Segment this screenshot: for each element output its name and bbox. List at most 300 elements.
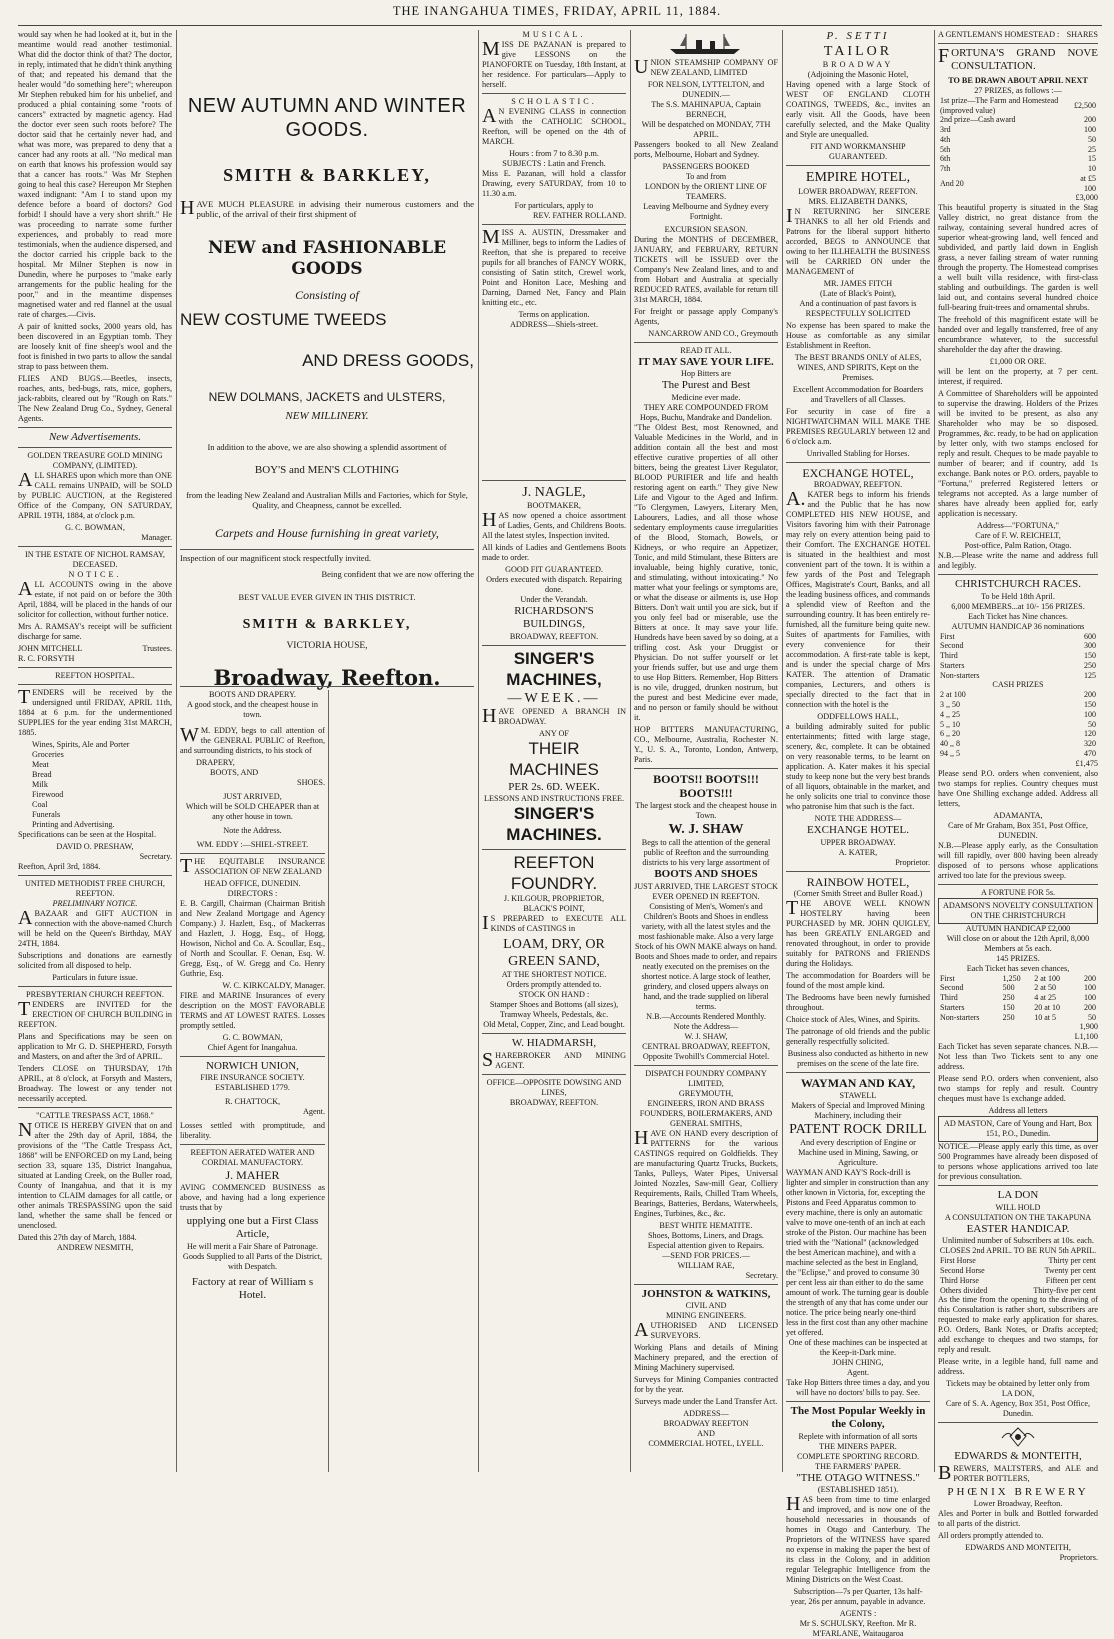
orders: Orders promptly attended to. — [506, 980, 602, 990]
table-cell: 10 at 5 — [1034, 1012, 1056, 1022]
prize-total: £3,000 — [1075, 193, 1098, 203]
singer-lessons: LESSONS AND INSTRUCTIONS FREE. — [483, 794, 625, 804]
shaw-list: Consisting of Men's, Women's and Children's Boots and Shoes in endless variety, with all the latest styles and the most fashionable make. Also a very large Stock of his OWN MAKE always on hand. Boots and Shoes made to order, and repairs neatly executed on the premises on the shortest notice. A large stock of leather, grindery, and closed uppers always on hand, and the trade supplied on liberal terms. — [634, 901, 777, 1011]
millinery: NEW MILLINERY. — [285, 410, 369, 423]
aerated-supply: upplying one but a First Class Article, — [186, 1215, 319, 1241]
table-cell: Twenty per cent — [1044, 1266, 1096, 1276]
send-orders: Please send P.O. orders when convenient, also two stamps for replies. Country cheques must have One Shilling exchange added. Address all letters, — [938, 768, 1098, 808]
replete: Replete with information of all sorts — [798, 1431, 918, 1441]
fortuna-post: Post-office, Palm Ration, Otago. — [964, 541, 1072, 551]
column-rule — [630, 30, 631, 1472]
ching: JOHN CHING, — [832, 1357, 884, 1367]
table-cell: Thirty-five per cent — [1033, 1285, 1096, 1295]
wk-inspected: One of these machines can be inspected at the Keep-it-Dark mine. — [788, 1337, 928, 1357]
table-cell: Starters — [940, 1002, 965, 1012]
oddfellows: ODDFELLOWS HALL, — [817, 712, 899, 722]
table-cell: 250 — [1002, 1012, 1015, 1022]
apply-early: N.B.—Please apply early, as the Consultation will fill rapidly, over 800 having been already disposed of to persons whose applications arrived too late for the previous sweep. — [938, 840, 1098, 880]
prizes-heading: 27 PRIZES, as follows :— — [974, 85, 1062, 95]
golden-sign: G. C. BOWMAN, — [65, 523, 125, 533]
table-cell: First Horse — [940, 1256, 976, 1266]
singer-week: —WEEK.— — [507, 691, 601, 707]
easter: EASTER HANDICAP. — [966, 1222, 1070, 1235]
singer-any: ANY OF — [539, 729, 569, 739]
addition: In addition to the above, we are also showing a splendid assortment of — [207, 441, 447, 452]
column-5 — [786, 30, 930, 1639]
autumn-table — [938, 632, 1098, 681]
shaw-nb: N.B.—Accounts Rendered Monthly. — [646, 1011, 766, 1021]
jw-comm: COMMERCIAL HOTEL, LYELL. — [648, 1438, 764, 1448]
supplies-list — [18, 740, 172, 830]
ladon-sign: LA DON, — [1001, 1389, 1035, 1399]
arrived: JUST ARRIVED, — [223, 792, 282, 801]
singer-title: SINGER'S MACHINES, — [506, 648, 602, 689]
table-cell: 470 — [1084, 748, 1096, 758]
established: (ESTABLISHED 1851). — [817, 1485, 899, 1495]
danks: MRS. ELIZABETH DANKS, — [808, 196, 908, 206]
fitch: MR. JAMES FITCH — [823, 278, 893, 288]
hospital-spec: Specifications can be seen at the Hospital. — [18, 830, 157, 840]
boots-sub: The largest stock and the cheapest house in Town. — [635, 801, 777, 821]
table-cell: 150 — [1084, 651, 1096, 661]
table-cell: 600 — [1084, 631, 1096, 641]
rae: WILLIAM RAE, — [677, 1260, 735, 1270]
methodist-subs: Subscriptions and donations are earnestly solicited from all disposed to help. — [18, 951, 172, 971]
note-address: NOTE THE ADDRESS— — [814, 814, 902, 824]
table-row — [938, 983, 1098, 993]
table-cell: Second — [940, 983, 964, 993]
kilgour: J. KILGOUR, PROPRIETOR, — [503, 894, 605, 904]
table-cell: Second — [940, 641, 964, 651]
column-1 — [18, 30, 172, 1472]
each-2: Each Ticket has seven chances, — [966, 963, 1070, 973]
freehold: The freehold of this magnificent estate will be handed over and legally transferred, free of any encumbrance whatever, to the successful shareholder the day after the drawing. — [938, 315, 1098, 355]
ales: Ales and Porter in bulk and Bottled forwarded to all parts of the district. — [938, 1509, 1098, 1529]
table-row — [938, 1256, 1098, 1266]
agents: AGENTS : — [839, 1609, 877, 1619]
trustee-name: JOHN MITCHELL — [18, 644, 83, 654]
ore: £1,000 OR ORE. — [989, 357, 1047, 367]
hours: Hours : from 7 to 8.30 p.m. — [509, 149, 599, 158]
column-2-top — [180, 30, 474, 690]
please-send: Please send P.O. orders when convenient, also two stamps for reply and result. Country cheques must have 1s exchange added. — [938, 1074, 1098, 1104]
table-cell: 20 at 10 — [1034, 1002, 1060, 1012]
table-row — [938, 115, 1098, 125]
popular-title: The Most Popular Weekly in the Colony, — [790, 1404, 926, 1431]
patent: PATENT ROCK DRILL — [789, 1121, 927, 1137]
table-row — [938, 154, 1098, 164]
firm-name: SMITH & BARKLEY, — [223, 164, 431, 185]
table-row — [938, 720, 1098, 730]
blacks-point: BLACK'S POINT, — [523, 904, 585, 914]
ship-name: The S.S. MAHINAPUA, Captain BERNECH, — [651, 100, 761, 119]
leaving: Leaving Melbourne and Sydney every Fortnight. — [643, 202, 769, 221]
table-cell: 250 — [1002, 993, 1015, 1003]
empire-lower: LOWER BROADWAY, REEFTON. — [798, 186, 918, 196]
table-cell: 150 — [1002, 1002, 1015, 1012]
jw-address: ADDRESS— — [683, 1408, 729, 1418]
best-value: BEST VALUE EVER GIVEN IN THIS DISTRICT. — [238, 591, 416, 602]
fortune-for: A FORTUNE FOR 5s. — [980, 887, 1056, 897]
nagle-kinds: All kinds of Ladies and Gentlemens Boots made to order. — [482, 543, 626, 563]
wk-makers: Makers of Special and Improved Mining Machinery, including their — [791, 1100, 925, 1120]
equitable-title: THE EQUITABLE INSURANCE ASSOCIATION OF NEW ZEALAND — [180, 855, 325, 877]
supply-item: Funerals — [32, 810, 61, 820]
adamanta: ADAMANTA, — [993, 810, 1043, 820]
excursion-body: During the MONTHS of DECEMBER, JANUARY, and FEBRUARY, RETURN TICKETS will be ISSUED over the Company's New Zealand lines, and to and from Hobart and Australia at specially REDUCED RATES, available for return till 31st MARCH, 1884. — [634, 235, 778, 304]
supply-item: Firewood — [32, 790, 64, 800]
table-row — [938, 96, 1098, 116]
danks-body: IN RETURNING her SINCERE THANKS to all her old Friends and Patrons for the liberal support hitherto accorded, BEGS to ANNOUNCE that owing to her ILLHEALTH the BUSINESS will be CARRIED ON under the MANAGEMENT of — [786, 204, 930, 276]
metal: Old Metal, Copper, Zinc, and Lead bought. — [483, 1020, 625, 1030]
setti-name: P. SETTI — [826, 30, 890, 42]
estate-receipt: Mrs A. RAMSAY's receipt will be sufficient discharge for same. — [18, 622, 172, 642]
norwich-role: Agent. — [302, 1107, 325, 1117]
estate-body: ALL ACCOUNTS owing in the above estate, if not paid on or before the 30th April, 1884, will be placed in the hands of our solicitor for collection, without further notice. — [18, 578, 172, 620]
jw-mining: MINING ENGINEERS. — [665, 1310, 747, 1320]
compounded: THEY ARE COMPOUNDED FROM Hops, Buchu, Mandrake and Dandelion. — [639, 402, 773, 422]
steamship-icon — [666, 32, 746, 56]
hiadmarsh: W. HIADMARSH, — [511, 1037, 597, 1050]
methodist-title: UNITED METHODIST FREE CHURCH, REEFTON. — [25, 879, 165, 899]
table-row — [938, 671, 1098, 681]
presby-body: TENDERS are INVITED for the ERECTION OF CHURCH BUILDING in REEFTON. — [18, 998, 172, 1030]
sporting: COMPLETE SPORTING RECORD. — [796, 1451, 920, 1461]
table-cell: 1,250 — [1002, 973, 1021, 983]
table-cell: 15 — [1088, 154, 1096, 164]
table-cell: at £5 100 — [1080, 173, 1096, 193]
table-cell: 3 ,, 50 — [940, 700, 960, 710]
jw-plans: Working Plans and details of Mining Machinery prepared, and the erection of Mining Machinery supervised. — [634, 1342, 778, 1372]
table-cell: 200 — [1084, 1002, 1096, 1012]
inspection: Inspection of our magnificent stock respectfully invited. — [180, 552, 371, 563]
table-row — [938, 174, 1098, 194]
kater-sign: A. KATER, — [838, 847, 878, 857]
rainbow-title: RAINBOW HOTEL, — [806, 874, 910, 889]
supply-item: Groceries — [32, 750, 64, 760]
chch-each: Each Ticket has Nine chances. — [968, 611, 1068, 621]
ore-body: will be lent on the property, at 7 per cent. interest, if required. — [938, 367, 1098, 387]
choice: Choice stock of Ales, Wines, and Spirits. — [786, 1015, 920, 1025]
estate-title: IN THE ESTATE OF NICHOL RAMSAY, DECEASED. — [25, 550, 165, 570]
table-cell: 300 — [1084, 641, 1096, 651]
note-address: Note the Address. — [223, 826, 282, 835]
terms: Terms on application. — [518, 310, 590, 319]
victoria-house: VICTORIA HOUSE, — [286, 641, 368, 652]
dispatch-title: DISPATCH FOUNDRY COMPANY — [645, 1068, 767, 1078]
table-cell: 100 — [1084, 993, 1096, 1003]
kater-body: A.KATER begs to inform his friends and the Public that he has now COMPLETED HIS NEW HOUSE, and Visitors favoring him with their Patronage may rely on every attention being paid to their Comfort. The EXCHANGE HOTEL is situated in the healthiest and most convenient part of the town. It is within a few yards of the Post and Telegraph Offices, Magistrate's Court, Banks, and all the leading business offices, and commands a splendid view of Reefton and the surrounding country. It has been entirely re-furnished, all the furniture being quite new. Suites of apartments for Families, with every convenience for their accommodation. A first-rate table is kept, and is under the special charge of Mrs KATER. The attention of Dramatic companies, Lecturers, and others is specially directed to the fact that in connection with the hotel is the — [786, 488, 930, 710]
masthead: THE INANGAHUA TIMES, FRIDAY, APRIL 11, 1884. — [392, 4, 722, 18]
table-cell: 100 — [1084, 125, 1096, 135]
chch-title: CHRISTCHURCH RACES. — [955, 578, 1081, 591]
ladon-table — [938, 1256, 1098, 1295]
headline: NEW AUTUMN AND WINTER GOODS. — [187, 95, 467, 142]
tailor: TAILOR — [823, 44, 893, 60]
table-cell: Non-starters — [940, 670, 980, 680]
union-title: UNION STEAMSHIP COMPANY OF NEW ZEALAND, LIMITED — [634, 56, 778, 78]
nagle-under: Under the Verandah. — [520, 595, 588, 605]
tweeds: NEW COSTUME TWEEDS — [180, 310, 387, 330]
white: BEST WHITE HEMATITE. — [659, 1220, 753, 1230]
presby-close: Tenders CLOSE on THURSDAY, 17th APRIL, at 8 o'clock, at Forsyth and Masters, Broadway. The lowest or any tender not necessarily accepted. — [18, 1064, 172, 1104]
aerated-body: AVING COMMENCED BUSINESS as above, and having had a long experience trusts that by — [180, 1183, 325, 1213]
edwards-sign: EDWARDS AND MONTEITH, — [965, 1543, 1071, 1553]
golden-title: GOLDEN TREASURE GOLD MINING COMPANY, (LIMITED). — [27, 451, 163, 471]
shaw-title: W. J. SHAW — [668, 822, 744, 838]
table-cell: 40 ,, 8 — [940, 739, 960, 749]
miners: THE MINERS PAPER. — [819, 1441, 897, 1451]
table-row — [938, 135, 1098, 145]
subscription: Subscription—7s per Quarter, 13s half-year, 26s per annum, payable in advance. — [790, 1587, 926, 1607]
table-cell: Second Horse — [940, 1266, 985, 1276]
boots-title: BOOTS!! BOOTS!!! BOOTS!!! — [653, 771, 759, 801]
continuation: And a continuation of past favors is RESPECTFULLY SOLICITED — [799, 298, 917, 318]
column-4 — [634, 30, 778, 1472]
table-cell: 4 ,, 25 — [940, 709, 960, 719]
to-from: To and from — [685, 172, 727, 181]
boots-shoes: BOOTS AND SHOES — [654, 868, 758, 881]
nagle-title: J. NAGLE, — [522, 485, 586, 500]
fortuna-care: Care of F. W. REICHELT, — [975, 531, 1061, 541]
singer-their: THEIR MACHINES — [509, 739, 599, 780]
wk-every: And every description of Engine or Machine used in Mining, Sawing, or Agriculture. — [798, 1137, 918, 1167]
singer-per: PER 2s. 6D. WEEK. — [508, 780, 600, 793]
notice: NOTICE.—Please apply early this time, as over 500 Programmes have already been disposed of to persons whose applications arrived too late for previous consultation. — [938, 1142, 1098, 1182]
table-cell: £2,500 — [1074, 100, 1096, 110]
table-cell: First — [940, 973, 955, 983]
table-cell: 50 — [1088, 134, 1096, 144]
table-row — [938, 690, 1098, 700]
chch-held: To be Held 18th April. — [981, 591, 1055, 601]
read-all: READ IT ALL. — [680, 346, 732, 355]
quigley: THE ABOVE WELL KNOWN HOSTELRY having been PURCHASED by MR. JOHN QUIGLEY, has been GREATLY ENLARGED and renovated throughout, in order to provide suitably for PATRONS and FRIENDS during the Holidays. — [786, 897, 930, 969]
greymouth: GREYMOUTH, — [678, 1088, 734, 1098]
no-expense: No expense has been spared to make the House as comfortable as any similar Establishment in Reefton. — [786, 320, 930, 350]
aerated-share: He will merit a Fair Share of Patronage. Goods Supplied to all Parts of the District, with Despatch. — [182, 1241, 323, 1271]
brewers: BREWERS, MALTSTERS, and ALE and PORTER BOTTLERS, — [938, 1461, 1098, 1484]
table-cell: 25 — [1088, 144, 1096, 154]
table-row — [938, 1286, 1098, 1296]
chch-members: 6,000 MEMBERS...at 10/- 156 PRIZES. — [951, 601, 1085, 611]
methodist-more: Particulars in future issue. — [52, 973, 138, 983]
table-row — [938, 651, 1098, 661]
norwich-body: Losses settled with promptitude, and liberality. — [180, 1121, 325, 1141]
committee: A Committee of Shareholders will be appointed to supervise the drawing. Holders of the Prizes will be invited to be present, as also any Shareholder who may be so disposed. Programmes, &c. ready, to be had on application by letter only, with two stamps enclosed for reply and result. Cheques to be made payable to number of bearer; and if country, add 1s exchange. Bank notes or P.O. orders, payable to "Fortuna," preferred Registered letters or telegrams not accepted. As a large number of shares have already been applied for, early application is necessary. — [938, 389, 1098, 519]
boarders-2: The accommodation for Boarders will be found of the most ample kind. — [786, 971, 930, 991]
trustee-name: R. C. FORSYTH — [18, 654, 75, 664]
pazanan: MISS DE PAZANAN is prepared to give LESSONS on the PIANOFORTE on Tuesday, 18th Instant, at her residence. For particulars—Apply to herself. — [482, 38, 626, 89]
table-cell: 2 at 100 — [940, 690, 966, 700]
lower: Lower Broadway, Reefton. — [973, 1499, 1063, 1509]
new-goods: NEW and FASHIONABLE GOODS — [207, 238, 447, 279]
supply-item: Bread — [32, 770, 52, 780]
brands: The BEST BRANDS ONLY of ALES, WINES, AND SPIRITS, Kept on the Premises. — [794, 352, 922, 382]
table-cell: 3rd — [940, 125, 951, 135]
table-cell: 120 — [1084, 729, 1096, 739]
shaw-note: Note the Address— — [673, 1021, 739, 1031]
supply-item: Meat — [32, 760, 49, 770]
table-cell: 250 — [1084, 660, 1096, 670]
setti-body: Having opened with a large Stock of WEST OF ENGLAND CLOTH COATINGS, TWEEDS, &c., invites an early visit. All the Goods, have been carefully selected, and the Make Quality and Style are unequalled. — [786, 80, 930, 140]
methodist-body: ABAZAAR and GIFT AUCTION in connection with the above-named Church will be held on the Queen's Birthday, MAY 24TH, 1884. — [18, 907, 172, 949]
confident: Being confident that we are now offering the — [321, 569, 474, 580]
table-cell: Fifteen per cent — [1045, 1275, 1096, 1285]
bedrooms: The Bedrooms have been newly furnished throughout. — [786, 993, 930, 1013]
norwich-sub: FIRE INSURANCE SOCIETY. — [200, 1073, 305, 1083]
apply-to: For particulars, apply to — [514, 201, 594, 210]
column-rule — [782, 30, 783, 1472]
column-rule — [328, 690, 329, 1472]
closes: CLOSES 2nd APRIL. TO BE RUN 5th APRIL. — [939, 1246, 1097, 1256]
special: Especial attention given to Repairs. — [647, 1240, 765, 1250]
norwich-sign: R. CHATTOCK, — [224, 1097, 281, 1107]
austin: MISS A. AUSTIN, Dressmaker and Milliner, begs to inform the Ladies of Reefton, that she is prepared to receive pupils for all branches of FANCY WORK, consisting of Satin stitch, Crewel work, Point and Honiton Lace, Meshing and Darning, Darned Net, Fancy and Plain knitting etc., etc. — [482, 226, 626, 307]
table-row — [938, 632, 1098, 642]
jw-surveys: Surveys for Mining Companies contracted for by the year. — [634, 1374, 778, 1394]
table-cell: 10 — [1088, 164, 1096, 174]
table-cell: Third — [940, 993, 958, 1003]
jw-civil: CIVIL AND — [685, 1300, 727, 1310]
equitable-names: E. B. Cargill, Chairman (Chairman British and New Zealand Mortgage and Agency Company.) J. Hazlett, Esq., of Mackerras and Hazlett, J. Hogg, Esq., of Hogg, Howison, Nichol and Co. A. Scoullar, Esq., of North and Scoullar. F. Oenan, Esq. W. Gregg, Esq., of W. Gregg and Co. Henry Guthrie, Esq. — [180, 899, 325, 978]
table-cell: 5th — [940, 144, 951, 154]
golden-role: Manager. — [141, 533, 172, 543]
will-hold: WILL HOLD — [995, 1202, 1041, 1212]
fortuna-title: FORTUNA'S GRAND NOVE CONSULTATION. — [938, 45, 1098, 73]
intro: HAVE MUCH PLEASURE in advising their numerous customers and the public, of the arrival of their first shipment of — [180, 196, 474, 220]
booked: PASSENGERS BOOKED — [662, 162, 750, 171]
boarders: Excellent Accommodation for Boarders and Travellers of all Classes. — [792, 384, 924, 404]
table-cell: 5 ,, 10 — [940, 719, 960, 729]
exchange-title: EXCHANGE HOTEL, — [802, 465, 914, 480]
table-cell: 2 at 100 — [1034, 973, 1060, 983]
table-row — [938, 125, 1098, 135]
table-cell: 2 at 50 — [1034, 983, 1056, 993]
autumn-heading: AUTUMN HANDICAP 36 nominations — [951, 621, 1085, 631]
patronage: The patronage of old friends and the public generally respectfully solicited. — [786, 1027, 930, 1047]
nagle-body: HAS now opened a choice assortment of Ladies, Gents, and Childrens Boots. All the latest styles, Inspection invited. — [482, 509, 626, 541]
cattle-date: Dated this 27th day of March, 1884. — [18, 1233, 137, 1243]
shoes: SHOES. — [297, 778, 325, 787]
eddy-sign: WM. EDDY :—SHIEL-STREET. — [196, 840, 309, 849]
cattle-title: "CATTLE TRESPASS ACT, 1868." — [36, 1111, 154, 1121]
wk-body: WAYMAN AND KAY'S Rock-drill is lighter and simpler in construction than any other known in Victoria, for, excepting the Pistons and Feed Apparatus common to every machine, there is only an automatic valve to move one-tenth of an inch at each stroke of the Piston. Our machine has been tried with the "National" (acknowledged the best American machine), and with a machine selected as the best in England, the "Eclipse," and proved to consume 30 per cent less air than either to do the same amount of work. The turning gear is double the strength of any that has come under our notice. The price being nearly one-third less in the first cost than any other machine yet offered. — [786, 1167, 929, 1337]
table-cell: Third — [940, 651, 958, 661]
stamper: Stamper Shoes and Bottoms (all sizes), Tramway Wheels, Pedestals, &c. — [489, 1000, 619, 1020]
table-row — [938, 1003, 1098, 1013]
norwich-est: ESTABLISHED 1779. — [215, 1083, 290, 1093]
presby-title: PRESBYTERIAN CHURCH REEFTON. — [26, 990, 164, 1000]
rae-role: Secretary. — [745, 1270, 778, 1280]
total-3: 1,900 — [1079, 1022, 1098, 1032]
loam: LOAM, DRY, OR GREEN SAND, — [503, 937, 605, 970]
broadway: BROADWAY — [822, 60, 894, 70]
boys-clothing: BOY'S and MEN'S CLOTHING — [254, 464, 400, 477]
castings: IS PREPARED to EXECUTE ALL KINDS of CASTINGS in — [482, 912, 626, 935]
freight: For freight or passage apply Company's Agents, — [634, 307, 778, 326]
agents-body: Mr S. SCHULSKY, Reefton. Mr R. M'FARLANE, Waitaugaroa — [799, 1619, 917, 1639]
office-broadway: BROADWAY, REEFTON. — [509, 1097, 599, 1107]
hop-co: HOP BITTERS MANUFACTURING, CO., Melbourne, Australia, Rochester N. Y., U. S. A., Toronto, London, Antwerp, Paris. — [634, 724, 778, 764]
orders: All orders promptly attended to. — [938, 1531, 1044, 1541]
fortuna-nb: N.B.—Please write the name and address full and legibly. — [938, 551, 1098, 571]
shaw-arrived: JUST ARRIVED, THE LARGEST STOCK EVER OPENED IN REEFTON. — [634, 881, 778, 901]
cash-table — [938, 690, 1098, 758]
column-rule — [176, 30, 177, 1472]
excursion: EXCURSION SEASON. — [664, 225, 748, 234]
table-cell: 200 — [1084, 973, 1096, 983]
table-row — [938, 1013, 1098, 1023]
ladon-body: As the time from the opening to the drawing of this Consultation is rather short, subscribers are requested to make early application for shares. P.O. Orders, Bank Notes, or Drafts accepted; add exchange to cheques and two stamps, for reply and result. — [938, 1295, 1098, 1355]
shortest: AT THE SHORTEST NOTICE. — [501, 970, 607, 980]
column-rule — [478, 30, 479, 1472]
table-cell: First — [940, 631, 955, 641]
cash-heading: CASH PRIZES — [992, 680, 1044, 690]
table-row — [938, 749, 1098, 759]
dress-goods: AND DRESS GOODS, — [302, 351, 474, 370]
upper-broadway: UPPER BROADWAY. — [820, 837, 896, 847]
shaw-sign: W. J. SHAW, — [684, 1031, 728, 1041]
table-cell: 1st prize—The Farm and Homestead (improved value) — [940, 95, 1059, 115]
carpets: Carpets and House furnishing in great variety, — [215, 526, 439, 541]
table-cell: 150 — [1084, 700, 1096, 710]
singer-title-2: SINGER'S MACHINES. — [506, 804, 602, 845]
hospital-date: Reefton, April 3rd, 1884. — [18, 862, 101, 872]
exchange-hotel: EXCHANGE HOTEL. — [806, 824, 910, 837]
business: Business also conducted as hitherto in new premises on the scene of the late fire. — [787, 1049, 929, 1069]
table-row — [938, 145, 1098, 155]
aerated-title: REEFTON AERATED WATER AND CORDIAL MANUFACTORY. — [190, 1148, 315, 1168]
stabling: Unrivalled Stabling for Horses. — [806, 448, 910, 458]
exchange-broadway: BROADWAY, REEFTON. — [813, 480, 903, 490]
column-rule — [934, 30, 935, 1472]
fortuna-address: Address—"FORTUNA," — [977, 521, 1059, 531]
adjoining: (Adjoining the Masonic Hotel, — [807, 70, 909, 80]
adamson-box: ADAMSON'S NOVELTY CONSULTATION ON THE CHRISTCHURCH — [938, 898, 1098, 924]
foundry-title: REEFTON FOUNDRY. — [510, 852, 598, 893]
kater-role: Proprietor. — [895, 857, 930, 867]
section-rule — [180, 686, 474, 687]
table-cell: 7th — [940, 164, 951, 174]
table-cell: And 20 — [940, 178, 964, 188]
jw-broadway: BROADWAY REEFTON — [663, 1418, 749, 1428]
table-cell: 6th — [940, 154, 951, 164]
masthead-rule — [18, 25, 1102, 26]
aerated-name: J. MAHER — [225, 1168, 280, 1183]
eddy-sub: A good stock, and the cheapest house in town. — [187, 700, 318, 719]
table-cell: 50 — [1088, 719, 1096, 729]
table-cell: Third Horse — [940, 1275, 979, 1285]
take-hop: Take Hop Bitters three times a day, and you will have no doctors' bills to pay. See. — [786, 1377, 930, 1397]
ching-role: Agent. — [846, 1367, 870, 1377]
drapery: DRAPERY, — [196, 758, 235, 767]
table-cell: Others divided — [940, 1285, 988, 1295]
autumn-2-table — [938, 974, 1098, 1023]
golden-body: ALL SHARES upon which more than ONE CALL remains UNPAID, will be SOLD by PUBLIC AUCTION, at the Registered Office of the Company, ON SATURDAY, APRIL 19TH, 1884, at o'clock p.m. — [18, 469, 172, 521]
evening-class: AN EVENING CLASS in connection with the CATHOLIC SCHOOL, Reefton, will be opened on the 4th of MARCH. — [482, 105, 626, 146]
draw-date: TO BE DRAWN ABOUT APRIL NEXT — [948, 75, 1088, 85]
maston-box: AD MASTON, Care of Young and Hart, Box 151, P.O., Dunedin. — [938, 1116, 1098, 1142]
close: Will close on or about the 12th April, 8,000 Members at 5s each. — [946, 933, 1090, 953]
equitable-mgr: W. C. KIRKCALDY, Manager. — [222, 981, 325, 990]
hop-body: "The Oldest Best, most Renowned, and Valuable Medicines in the World, and in addition contain all the best and most effective curative properties of all other bitters, being the greatest Liver Regulator, BLOOD PURIFIER and life and health restoring agent on earth." They give New Life and Vigour to the Aged and Infirm. "To Clergymen, Lawyers, Literary Men, Labourers, Ladies, and all those whose sedentary employments cause irregularities of the Blood, Stomach, Bowels, or Kidneys, or who require an Appetizer, Tonic, and mild Stimulant, these Bitters are invaluable, being highly curative, tonic, and stimulating, without intoxicating." No matter what your feelings or symptoms are, or what the disease or ailments is, use Hop Bitters. Don't wait until you are sick, but if you only feel bad or miserable, use the Bitters at once. It may save your life. Hundreds have been saved by so doing, at a trifling cost. Ask your Druggist or Physician. Do not suffer yourself or let your friends suffer, but use and urge them to use Hop Bitters. Remember, Hop Bitters is no vile, drugged, drunken nostrum, but the purest and best Medicine ever made, and no person or family should be without it. — [634, 422, 778, 722]
supply-item: Printing and Advertising. — [32, 820, 115, 830]
table-row — [938, 710, 1098, 720]
otago: "THE OTAGO WITNESS." — [796, 1471, 920, 1484]
tickets: Tickets may be obtained by letter only from — [946, 1379, 1090, 1389]
drawing-class: Miss E. Pazanan, will hold a classfor Drawing, every SATURDAY, from 10 to 11.30 a.m. — [482, 169, 626, 198]
office: OFFICE—OPPOSITE DOWSING AND LINES, — [486, 1077, 622, 1097]
